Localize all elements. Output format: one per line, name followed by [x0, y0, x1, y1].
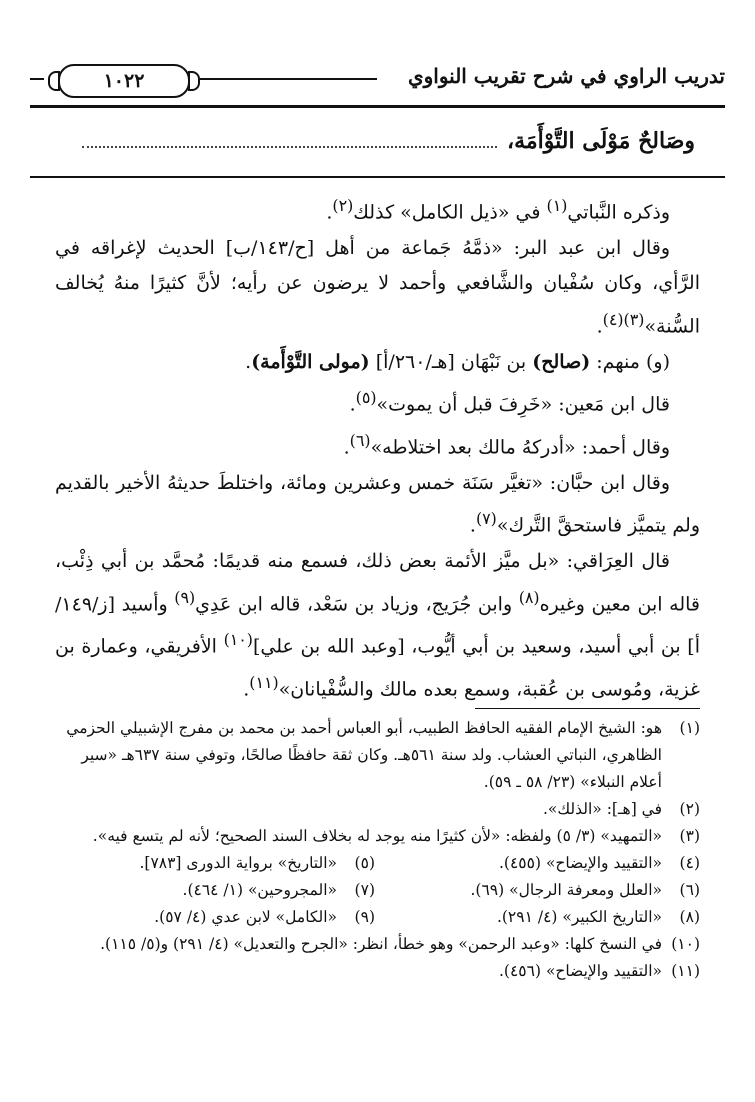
paragraph: قال ابن مَعين: «خَرِفَ قبل أن يموت»$^{(٥)}$. — [349, 388, 670, 416]
paragraph: (و) منهم: (صالح) بن نَبْهَان [هـ/٢٦٠/أ] (مولى التَّوْأَمة). — [245, 350, 670, 373]
footnote-ref: (١١) — [249, 673, 279, 693]
footnote-ref: (٢) — [332, 196, 354, 215]
page-number: ١٠٢٢ — [103, 70, 145, 92]
footnote-ref: (٦) — [349, 430, 371, 450]
footnote — [375, 877, 700, 904]
rubric-divider — [30, 176, 725, 178]
footnote-text: «التاريخ» برواية الدورى [٧٨٣]. — [139, 854, 337, 872]
title-bold: (مولى التَّوْأَمة) — [251, 350, 370, 373]
name-bold: (صالح) — [532, 350, 591, 373]
footnote-number: (٥) — [354, 854, 375, 872]
footnote-number: (٤) — [679, 854, 700, 872]
footnote — [50, 823, 700, 850]
footnote-text: في [هـ]: «الذلك». — [542, 800, 662, 818]
header-rule-left — [30, 78, 44, 80]
page-header — [30, 58, 725, 108]
footnote-number: (١١) — [671, 962, 700, 980]
footnote-number: (٩) — [354, 908, 375, 926]
paragraph: وقال ابن عبد البر: «ذمَّهُ جَماعة من أهل [ح/١٤٣/ب] الحديث لإغراقه في الرَّأي، وكان سُفْيان والشَّافعي وأحمد لا يرضون عن رأيه؛ لأنَّ كثيرًا منهُ يُخالف السُّنة»$^{(٣)(٤)}$. — [55, 236, 700, 338]
footnote-text: «التمهيد» (٣/ ٥) ولفظه: «لأن كثيرًا منه يوجد له بخلاف السند الصحيح؛ لأنه لم يتسع فيه». — [92, 827, 662, 845]
paragraph: وقال ابن حبَّان: «تغيَّر سَنَة خمس وعشرين ومائة، واختلطَ حديثهُ الأخير بالقديم ولم يتميَّز فاستحقَّ التَّرك»$^{(٧)}$. — [55, 471, 700, 537]
footnote-text: «التقييد والإيضاح» (٤٥٥). — [499, 854, 662, 872]
footnote-text: «العلل ومعرفة الرجال» (٦٩). — [470, 881, 662, 899]
footnote — [50, 850, 375, 877]
footnote-text: «التاريخ الكبير» (٤/ ٢٩١). — [496, 908, 662, 926]
footnote-ref: (١٠) — [223, 630, 253, 650]
footnote-number: (٢) — [679, 800, 700, 818]
header-divider — [30, 105, 725, 108]
footnote-ref: (١) — [546, 196, 568, 215]
footnote-text: هو: الشيخ الإمام الفقيه الحافظ الطبيب، أبو العباس أحمد بن محمد بن مفرج الإشبيلي الحزمي الظاهري، النباتي العشاب. ولد سنة ٥٦١هـ. وكان ثقة حافظًا صالحًا، وتوفي سنة ٦٣٧هـ «سير أعلام النبلاء» (٢٣/ ٥٨ ـ ٥٩). — [66, 719, 662, 791]
header-rule — [200, 78, 377, 80]
footnote — [50, 715, 700, 796]
footnote — [50, 904, 375, 931]
footnote-number: (١) — [679, 719, 700, 737]
footnote-text: «الكامل» لابن عدي (٤/ ٥٧). — [154, 908, 337, 926]
footnote-text: «المجروحين» (١/ ٤٦٤). — [182, 881, 337, 899]
footnote-separator — [475, 708, 700, 709]
rubric-dots — [82, 132, 497, 148]
footnote-ref: (٩) — [174, 587, 196, 607]
footnote-row — [50, 904, 700, 931]
footnote — [375, 850, 700, 877]
footnote — [50, 796, 700, 823]
footnote-number: (٦) — [679, 881, 700, 899]
footnote-number: (٣) — [679, 827, 700, 845]
paragraph: وقال أحمد: «أدركهُ مالك بعد اختلاطه»$^{(٦)}$. — [343, 430, 670, 459]
footnote-number: (١٠) — [671, 935, 700, 953]
footnote-number: (٧) — [354, 881, 375, 899]
footnote — [50, 931, 700, 958]
footnote — [50, 877, 375, 904]
footnote-text: في النسخ كلها: «وعبد الرحمن» وهو خطأ، انظر: «الجرح والتعديل» (٤/ ٢٩١) و(٥/ ١١٥). — [100, 935, 662, 953]
footnote-ref: (٥) — [355, 388, 377, 408]
rubric-title: وصَالحٌ مَوْلَى التَّوْأَمَة، — [506, 128, 695, 154]
footnote-text: «التقييد والإيضاح» (٤٥٦). — [499, 962, 662, 980]
footnote — [50, 958, 700, 985]
paragraph: وذكره النَّباتي$^{(١)}$ في «ذيل الكامل» كذلك$^{(٢)}$. — [326, 196, 670, 224]
footnote-ref: (٨) — [518, 587, 540, 607]
footnote-ref: (٣)(٤) — [602, 309, 645, 329]
section-rubric — [82, 128, 695, 154]
paragraph: قال العِرَاقي: «بل ميَّز الأئمة بعض ذلك، فسمع منه قديمًا: مُحمَّد بن أبي ذِئْب، قاله ابن معين وغيره$^{(٨)}$ وابن جُرَيج، وزياد بن سَعْد، قاله ابن عَدِي$^{(٩)}$ وأسيد [ز/١٤٩/أ] بن أبي أسيد، وسعيد بن أبي أيُّوب، [وعبد الله بن علي]$^{(١٠)}$ الأفريقي، وعمارة بن غزية، ومُوسى بن عُقبة، وسمع بعده مالك والسُّفْيانان»$^{(١١)}$. — [55, 550, 700, 701]
running-title: تدريب الراوي في شرح تقريب النواوي — [407, 64, 725, 88]
footnote-row — [50, 877, 700, 904]
footnote — [375, 904, 700, 931]
footnote-row — [50, 850, 700, 877]
footnotes — [50, 715, 700, 985]
footnote-ref: (٧) — [475, 509, 497, 529]
main-text — [55, 188, 700, 708]
page-number-badge — [58, 64, 190, 98]
footnote-number: (٨) — [679, 908, 700, 926]
